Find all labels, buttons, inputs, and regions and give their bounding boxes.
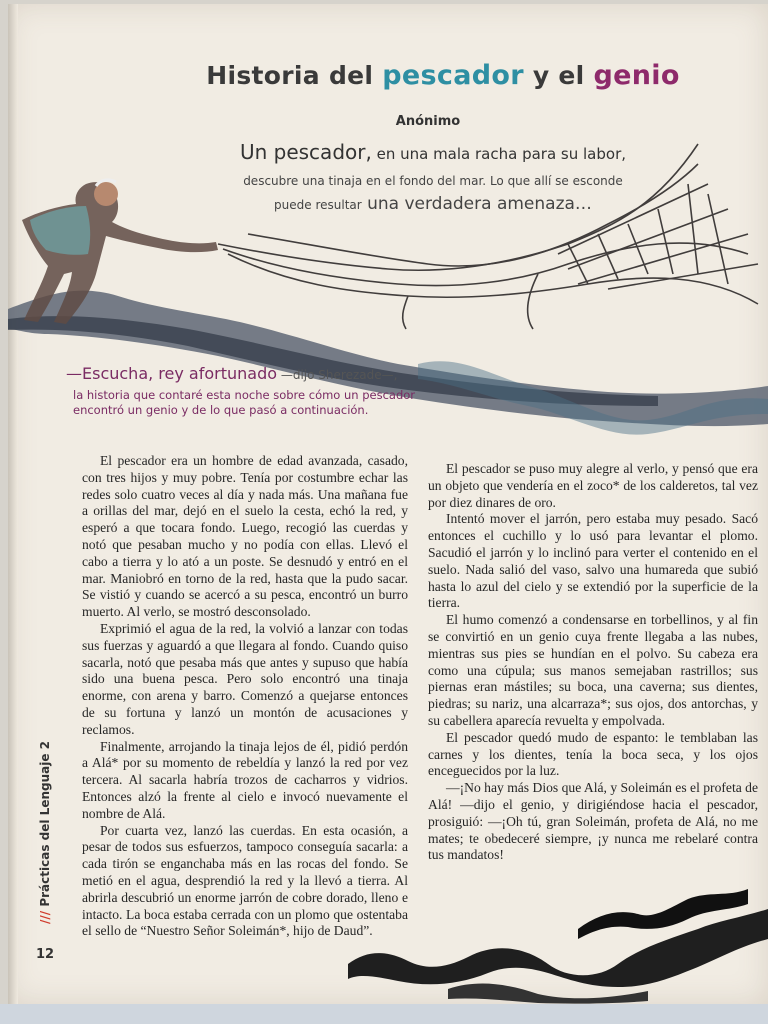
text-column-left	[82, 453, 408, 940]
intro-headline: Un pescador, en una mala racha para su labor,	[239, 140, 627, 164]
paragraph: —¡No hay más Dios que Alá, y Soleimán es el profeta de Alá! —dijo el genio, y dirigiéndose hacia el pescador, prosiguió: —¡Oh tú, gran Soleimán, profeta de Alá, no me mates; te obedeceré siempre, ¡y nunca me rebelaré contra tus mandatos!	[428, 780, 758, 863]
intro-line-3: puede resultar una verdadera amenaza…	[274, 194, 592, 214]
intro-line-2: descubre una tinaja en el fondo del mar. Lo que allí se esconde	[243, 174, 623, 188]
paragraph: Intentó mover el jarrón, pero estaba muy pesado. Sacó entonces el cuchillo y lo usó para levantar el plomo. Sacudió el jarrón y lo inclinó para verter el contenido en el suelo. Nada salió del vaso, salvo una humareda que subió hasta lo azul del cielo y se extendió por la superficie de la tierra.	[428, 511, 758, 611]
background-surface	[0, 1004, 768, 1024]
paragraph: Finalmente, arrojando la tinaja lejos de él, pidió perdón a Alá* por su momento de rebeldía y lanzó la red por vez tercera. Al sacarla habría trozos de cacharros y vidrios. Entonces alzó la frente al cielo e invocó nuevamente el nombre de Alá.	[82, 738, 408, 821]
ink-wave-illustration	[348, 869, 768, 1004]
text-column-right	[428, 461, 758, 864]
paragraph: Por cuarta vez, lanzó las cuerdas. En esta ocasión, a pesar de todos sus esfuerzos, tampoco conseguía sacarla: a cada tirón se enganchaba más en las rocas del fondo. Se metió en el agua, desprendió la red y la llevó a tierra. Al abrirla descubrió un enorme jarrón de cobre dorado, lleno e intacto. La boca estaba cerrada con un plomo que ostentaba el sello de “Nuestro Señor Soleimán*, hijo de Daud”.	[82, 822, 408, 939]
story-title: Historia del pescador y el genio	[206, 60, 680, 91]
paragraph: El pescador era un hombre de edad avanzada, casado, con tres hijos y muy pobre. Tenía por costumbre echar las redes solo cuatro veces al día y nada más. Una mañana fue a orillas del mar, dejó en el suelo la cesta, echó la red, y esperó a que tocara fondo. Luego, recogió las cuerdas y notó que pesaban mucho y no podía con ellas. Llevó el cabo a tierra y lo ató a un poste. Se desnudó y entró en el mar. Maniobró en torno de la red, hasta que la pudo sacar. Se vistió y cuando se acercó a su pesca, encontró un burro muerto. Al verlo, se mostró desconsolado.	[82, 453, 408, 620]
section-label: /// Prácticas del Lenguaje 2	[38, 740, 52, 924]
book-page	[8, 4, 768, 1004]
quote-opening: —Escucha, rey afortunado —dijo Sherezade—,	[66, 364, 398, 383]
author: Anónimo	[395, 114, 461, 129]
paragraph: El humo comenzó a condensarse en torbellinos, y al fin se convirtió en un genio cuya frente llegaba a las nubes, mientras sus pies se hundían en el polvo. Su cabeza era como una cúpula; sus manos semejaban rastrillos; sus piernas eran mástiles; su boca, una caverna; sus dientes, piedras; su nariz, una alcarraza*; sus ojos, dos antorchas, y su cabellera aparecía revuelta y empolvada.	[428, 612, 758, 728]
paragraph: Exprimió el agua de la red, la volvió a lanzar con todas sus fuerzas y aguardó a que llegara al fondo. Cuando quiso sacarla, notó que pesaba más que antes y supuso que había sido una buena pesca. Pero solo encontró una tinaja enorme, con arena y barro. Comenzó a quejarse entonces de su fortuna y lanzó un montón de acusaciones y reclamos.	[82, 620, 408, 737]
title-word-genio: genio	[593, 60, 680, 91]
page-number: 12	[36, 947, 55, 962]
paragraph: El pescador se puso muy alegre al verlo, y pensó que era un objeto que vendería en el zoco* de los calderetos, tal vez por diez dinares de oro.	[428, 461, 758, 510]
paragraph: El pescador quedó mudo de espanto: le temblaban las carnes y los dientes, tenía la boca seca, y los ojos enceguecidos por la luz.	[428, 729, 758, 779]
quote-continuation: la historia que contaré esta noche sobre cómo un pescador encontró un genio y de lo que pasó a continuación.	[73, 388, 416, 417]
title-word-pescador: pescador	[382, 60, 524, 91]
